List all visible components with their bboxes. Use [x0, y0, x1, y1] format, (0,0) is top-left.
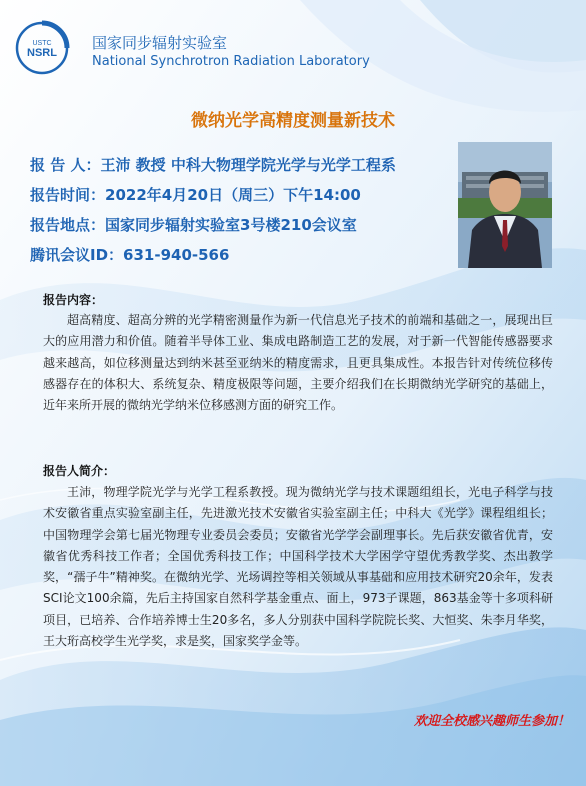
- nsrl-logo: [14, 20, 70, 76]
- logo-text-main: NSRL: [27, 47, 57, 59]
- lab-name-en: National Synchrotron Radiation Laboratory: [92, 54, 370, 69]
- time-line: [30, 184, 361, 205]
- meeting-line: [30, 244, 229, 265]
- talk-title: 微纳光学高精度测量新技术: [191, 111, 395, 131]
- place-line: [30, 214, 357, 235]
- bio-heading: 报告人简介：: [43, 464, 116, 478]
- speaker-value: 王沛 教授 中科大物理学院光学与光学工程系: [100, 156, 396, 174]
- speaker-label: 报 告 人：: [30, 156, 101, 174]
- bio-text: 王沛，物理学院光学与光学工程系教授。现为微纳光学与技术课题组组长，光电子科学与技术安徽省重点实验室副主任，先进激光技术安徽省实验室副主任；中科大《光学》课程组组长；中国物理学会第七届光物理专业委员会委员；安徽省光学学会副理事长。先后获安徽省优青，安徽省优秀科技工作者；全国优秀科技工作；中国科学技术大学困学守望优秀教学奖、杰出教学奖，“孺子牛”精神奖。在微纳光学、光场调控等相关领域从事基础和应用技术研究20余年，发表SCI论文100余篇，先后主持国家自然科学基金重点、面上，973子课题，863基金等十多项科研项目，已培养、合作培养博士生20多名，多人分别获中国科学院院长奖、大恒奖、朱李月华奖，王大珩高校学生光学奖，求是奖，国家奖学金等。: [43, 485, 553, 649]
- meeting-value: 631-940-566: [123, 246, 230, 264]
- place-label: 报告地点：: [30, 216, 106, 234]
- speaker-line: [30, 154, 396, 175]
- logo-text-top: USTC: [32, 40, 52, 47]
- time-value: 2022年4月20日（周三）下午14:00: [105, 186, 361, 204]
- speaker-photo: [458, 142, 552, 268]
- time-label: 报告时间：: [30, 186, 106, 204]
- abstract-heading: 报告内容：: [43, 293, 104, 307]
- place-value: 国家同步辐射实验室3号楼210会议室: [105, 216, 357, 234]
- lab-name-cn: 国家同步辐射实验室: [92, 34, 228, 52]
- closing-invitation: 欢迎全校感兴趣师生参加！: [413, 714, 570, 729]
- meeting-label: 腾讯会议ID：: [30, 246, 124, 264]
- abstract-text: 超高精度、超高分辨的光学精密测量作为新一代信息光子技术的前端和基础之一，展现出巨大的应用潜力和价值。随着半导体工业、集成电路制造工艺的发展，对于新一代智能传感器要求越来越高，如位移测量达到纳米甚至亚纳米的精度需求，且更具集成性。本报告针对传统位移传感器存在的体积大、系统复杂、精度极限等问题，主要介绍我们在长期微纳光学研究的基础上，近年来所开展的微纳光学纳米位移感测方面的研究工作。: [43, 313, 553, 413]
